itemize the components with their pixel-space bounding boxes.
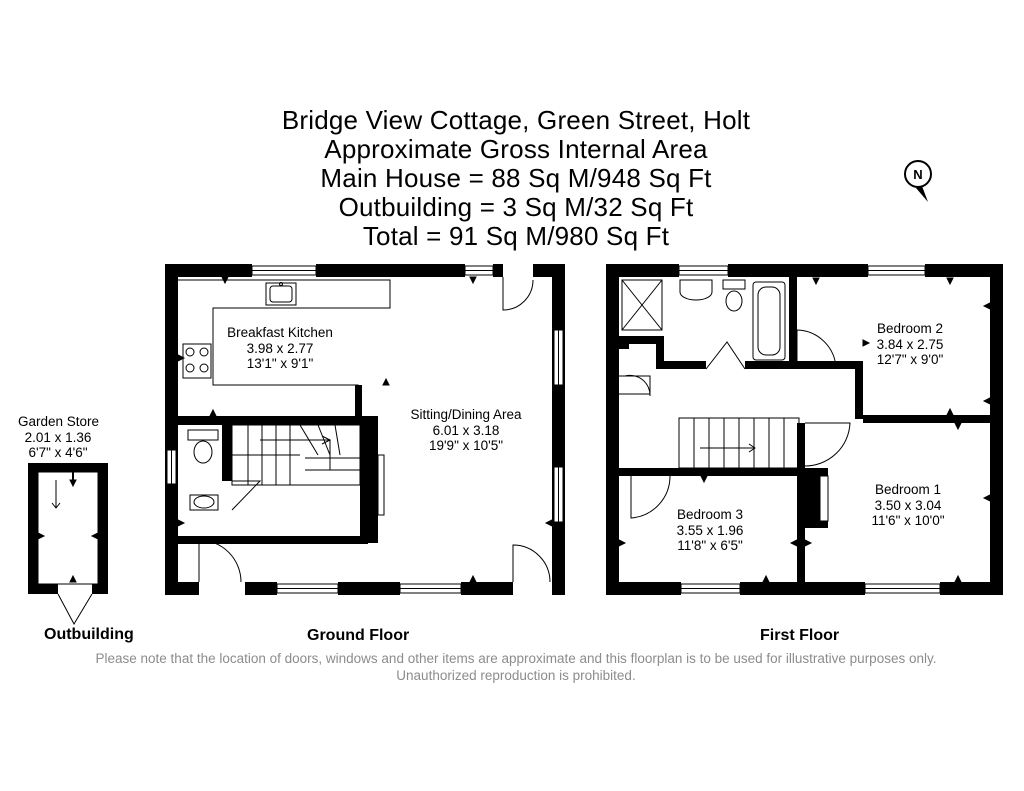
room-metric: 2.01 x 1.36 bbox=[24, 429, 92, 445]
room-name: Bedroom 3 bbox=[676, 507, 744, 522]
room-sitting-dining bbox=[396, 407, 536, 454]
room-name: Garden Store bbox=[18, 414, 100, 429]
outbuilding-plan bbox=[28, 463, 108, 624]
room-metric: 3.98 x 2.77 bbox=[246, 340, 314, 356]
room-imperial: 13'1" x 9'1" bbox=[246, 356, 314, 371]
disclaimer-text: Please note that the location of doors, windows and other items are approximate and this floorplan is to be used for illustrative purposes only. Unauthorized reproduction is prohibited. bbox=[95, 651, 937, 683]
room-metric: 3.50 x 3.04 bbox=[874, 497, 942, 513]
outbuilding-area: Outbuilding = 3 Sq M/32 Sq Ft bbox=[338, 192, 694, 222]
area-heading: Approximate Gross Internal Area bbox=[324, 134, 708, 164]
room-imperial: 12'7" x 9'0" bbox=[876, 352, 944, 367]
floor-label-ground: Ground Floor bbox=[307, 627, 410, 644]
room-name: Bedroom 1 bbox=[874, 482, 942, 497]
room-metric: 3.84 x 2.75 bbox=[876, 336, 944, 352]
floor-label-outbuilding: Outbuilding bbox=[44, 626, 134, 643]
room-bedroom-1 bbox=[858, 482, 958, 529]
room-imperial: 6'7" x 4'6" bbox=[28, 445, 88, 460]
main-house-area: Main House = 88 Sq M/948 Sq Ft bbox=[320, 163, 712, 193]
room-name: Sitting/Dining Area bbox=[410, 407, 522, 422]
room-metric: 3.55 x 1.96 bbox=[676, 522, 744, 538]
room-bedroom-3 bbox=[660, 507, 760, 554]
property-name: Bridge View Cottage, Green Street, Holt bbox=[281, 105, 751, 135]
compass-letter: N bbox=[913, 167, 923, 182]
room-name: Breakfast Kitchen bbox=[227, 325, 333, 340]
room-metric: 6.01 x 3.18 bbox=[432, 422, 500, 438]
room-imperial: 11'8" x 6'5" bbox=[677, 538, 743, 553]
room-imperial: 19'9" x 10'5" bbox=[428, 438, 504, 453]
room-breakfast-kitchen bbox=[210, 325, 350, 372]
room-imperial: 11'6" x 10'0" bbox=[871, 513, 945, 528]
room-garden-store bbox=[18, 414, 98, 461]
floor-label-first: First Floor bbox=[760, 627, 840, 644]
room-bedroom-2 bbox=[860, 321, 960, 368]
room-name: Bedroom 2 bbox=[876, 321, 944, 336]
total-area: Total = 91 Sq M/980 Sq Ft bbox=[362, 221, 670, 251]
